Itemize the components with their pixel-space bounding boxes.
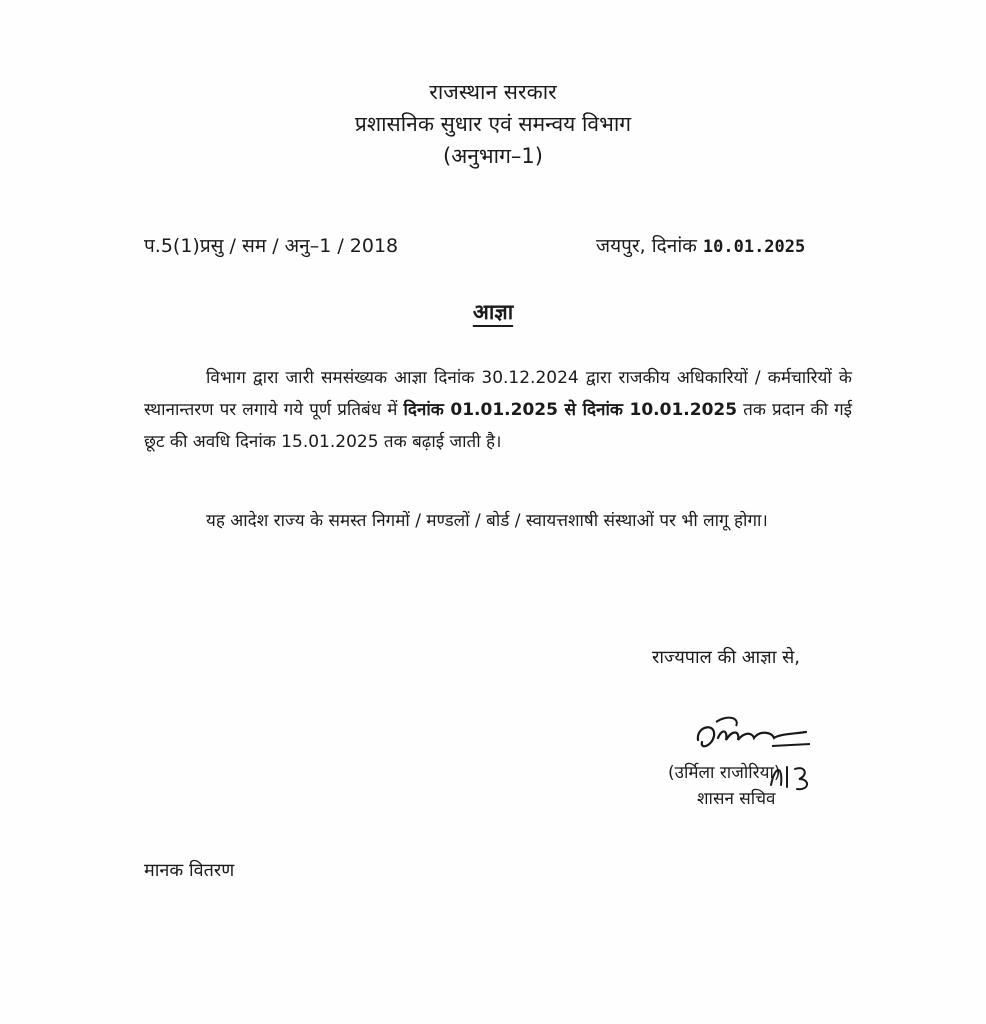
paragraph-2-text: यह आदेश राज्य के समस्त निगमों / मण्डलों / बोर्ड / स्वायत्तशाषी संस्थाओं पर भी लागू होगा।: [206, 511, 768, 531]
order-paragraph-1: [144, 362, 852, 458]
order-paragraph-2: [144, 505, 852, 537]
department-title: प्रशासनिक सुधार एवं समन्वय विभाग: [354, 112, 632, 136]
signer-name: (उर्मिला राजोरिया): [668, 763, 781, 783]
by-order-line: राज्यपाल की आज्ञा से,: [652, 647, 800, 668]
paragraph-1-text-b: तक प्रदान की गई छूट की अवधि दिनांक 15.01.2025 तक बढ़ाई जाती है।: [144, 400, 853, 452]
place-date-label: जयपुर, दिनांक: [596, 235, 697, 257]
paragraph-1-text-a: विभाग द्वारा जारी समसंख्यक आज्ञा दिनांक 30.12.2024 द्वारा राजकीय अधिकारियों / कर्मचारियों के स्थानान्तरण पर लगाये गये पूर्ण प्रतिबंध में: [144, 368, 852, 420]
section-title: (अनुभाग–1): [443, 144, 543, 168]
government-title: राजस्थान सरकार: [429, 80, 557, 104]
reference-number: प.5(1)प्रसु / सम / अनु–1 / 2018: [144, 235, 399, 257]
place-date: [596, 232, 805, 258]
distribution-heading: मानक वितरण: [144, 860, 235, 881]
order-heading: आज्ञा: [472, 300, 514, 324]
handwritten-date: 10.01.2025: [702, 237, 806, 257]
signer-designation: शासन सचिव: [697, 789, 776, 809]
initials-mark: [765, 755, 825, 795]
paragraph-1-bold-dates: दिनांक 01.01.2025 से दिनांक 10.01.2025: [403, 400, 738, 420]
